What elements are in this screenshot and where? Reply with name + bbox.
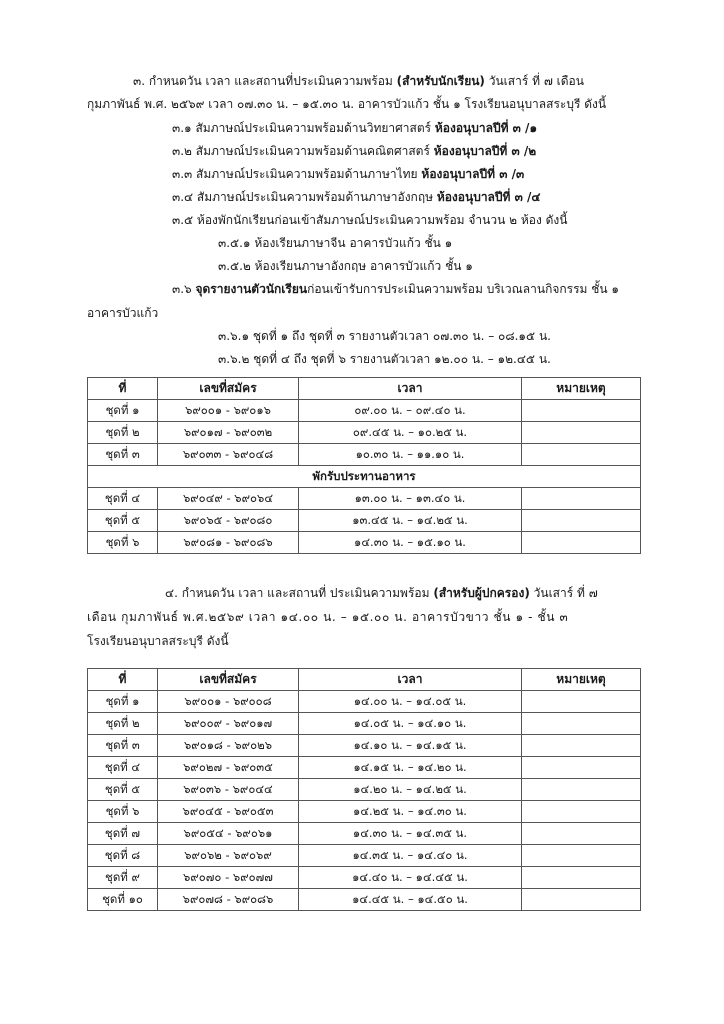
header-application-number: เลขที่สมัคร (158, 378, 299, 400)
header-remarks: หมายเหตุ (522, 378, 641, 400)
cell-set: ชุดที่ ๖ (88, 801, 158, 823)
cell-set: ชุดที่ ๒ (88, 713, 158, 735)
table-row (88, 845, 641, 867)
table-row (88, 691, 641, 713)
cell-time: ๐๙.๐๐ น. – ๐๙.๔๐ น. (299, 400, 522, 422)
cell-set: ชุดที่ ๔ (88, 757, 158, 779)
section4-intro-date: วันเสาร์ ที่ ๗ (529, 586, 598, 600)
cell-time: ๑๔.๔๕ น. – ๑๔.๕๐ น. (299, 889, 522, 911)
item-number: ๓.๖ (172, 282, 196, 296)
table-row (88, 488, 641, 510)
section4-intro-line2: เดือน กุมภาพันธ์ พ.ศ.๒๕๖๙ เวลา ๑๔.๐๐ น. – ๑๕.๐๐ น. อาคารบัวขาว ชั้น ๑ - ชั้น ๓ (87, 610, 569, 624)
section3-item-5-1: ๓.๕.๑ ห้องเรียนภาษาจีน อาคารบัวแก้ว ชั้น ๑ (218, 236, 453, 250)
cell-set: ชุดที่ ๗ (88, 823, 158, 845)
header-application-number: เลขที่สมัคร (158, 669, 299, 691)
cell-application-range: ๖๙๐๘๑ - ๖๙๐๘๖ (158, 532, 299, 554)
cell-remarks (522, 713, 641, 735)
cell-application-range: ๖๙๐๗๘ - ๖๙๐๘๖ (158, 889, 299, 911)
cell-application-range: ๖๙๐๕๔ - ๖๙๐๖๑ (158, 823, 299, 845)
cell-time: ๑๔.๓๐ น. – ๑๔.๓๕ น. (299, 823, 522, 845)
table-row (88, 867, 641, 889)
table-row (88, 801, 641, 823)
cell-time: ๐๙.๔๕ น. – ๑๐.๒๕ น. (299, 422, 522, 444)
cell-set: ชุดที่ ๙ (88, 867, 158, 889)
item-room: ห้องอนุบาลปีที่ ๓ /๓ (421, 167, 525, 181)
header-time: เวลา (299, 669, 522, 691)
cell-time: ๑๓.๐๐ น. – ๑๓.๔๐ น. (299, 488, 522, 510)
cell-set: ชุดที่ ๒ (88, 422, 158, 444)
item-emphasis: จุดรายงานตัวนักเรียน (195, 282, 308, 296)
table-row (88, 532, 641, 554)
lunch-break-label: พักรับประทานอาหาร (88, 466, 641, 488)
cell-time: ๑๔.๐๐ น. – ๑๔.๐๕ น. (299, 691, 522, 713)
cell-remarks (522, 801, 641, 823)
table-row (88, 444, 641, 466)
section4-intro-line3: โรงเรียนอนุบาลสระบุรี ดังนี้ (87, 634, 229, 648)
cell-remarks (522, 444, 641, 466)
lunch-break-row (88, 466, 641, 488)
cell-time: ๑๔.๓๕ น. – ๑๔.๔๐ น. (299, 845, 522, 867)
cell-remarks (522, 779, 641, 801)
cell-application-range: ๖๙๐๓๓ - ๖๙๐๔๘ (158, 444, 299, 466)
table-row (88, 779, 641, 801)
header-no: ที่ (88, 378, 158, 400)
table-row (88, 735, 641, 757)
cell-remarks (522, 400, 641, 422)
table-row (88, 823, 641, 845)
table-row (88, 889, 641, 911)
section3-intro-line2: กุมภาพันธ์ พ.ศ. ๒๕๖๙ เวลา ๐๗.๓๐ น. – ๑๕.๓๐ น. อาคารบัวแก้ว ชั้น ๑ โรงเรียนอนุบาลสระบุรี ดังนี้ (87, 97, 607, 111)
item-text: ก่อนเข้ารับการประเมินความพร้อม บริเวณลานกิจกรรม ชั้น ๑ (307, 282, 620, 296)
cell-set: ชุดที่ ๓ (88, 735, 158, 757)
item-room: ห้องอนุบาลปีที่ ๓ /๒ (433, 144, 537, 158)
section3-item-5-2: ๓.๕.๒ ห้องเรียนภาษาอังกฤษ อาคารบัวแก้ว ชั้น ๑ (218, 259, 473, 273)
section3-item-6-2: ๓.๖.๒ ชุดที่ ๔ ถึง ชุดที่ ๖ รายงานตัวเวลา ๑๒.๐๐ น. – ๑๒.๔๕ น. (218, 352, 551, 366)
cell-application-range: ๖๙๐๐๑ - ๖๙๐๑๖ (158, 400, 299, 422)
cell-application-range: ๖๙๐๔๕ - ๖๙๐๕๓ (158, 801, 299, 823)
section4-intro-text: ๔. กำหนดวัน เวลา และสถานที่ ประเมินความพร้อม (165, 586, 434, 600)
item-text: ๓.๑ สัมภาษณ์ประเมินความพร้อมด้านวิทยาศาสตร์ (172, 121, 435, 135)
section3-item-6 (172, 281, 619, 297)
header-time: เวลา (299, 378, 522, 400)
cell-set: ชุดที่ ๔ (88, 488, 158, 510)
section3-item-3 (172, 166, 524, 182)
cell-application-range: ๖๙๐๐๙ - ๖๙๐๑๗ (158, 713, 299, 735)
table-row (88, 510, 641, 532)
cell-application-range: ๖๙๐๑๗ - ๖๙๐๓๒ (158, 422, 299, 444)
section3-item-2 (172, 143, 536, 159)
cell-application-range: ๖๙๐๓๖ - ๖๙๐๔๔ (158, 779, 299, 801)
section3-item-1 (172, 120, 537, 136)
cell-set: ชุดที่ ๕ (88, 779, 158, 801)
section3-item-5: ๓.๕ ห้องพักนักเรียนก่อนเข้าสัมภาษณ์ประเมินความพร้อม จำนวน ๒ ห้อง ดังนี้ (172, 213, 568, 227)
cell-set: ชุดที่ ๓ (88, 444, 158, 466)
item-text: ๓.๒ สัมภาษณ์ประเมินความพร้อมด้านคณิตศาสตร์ (172, 144, 434, 158)
cell-time: ๑๔.๒๐ น. – ๑๔.๒๕ น. (299, 779, 522, 801)
parent-schedule-table (87, 668, 641, 911)
cell-remarks (522, 823, 641, 845)
cell-set: ชุดที่ ๑๐ (88, 889, 158, 911)
item-text: ๓.๓ สัมภาษณ์ประเมินความพร้อมด้านภาษาไทย (172, 167, 422, 181)
item-room: ห้องอนุบาลปีที่ ๓ /๑ (434, 121, 538, 135)
cell-time: ๑๔.๓๐ น. – ๑๕.๑๐ น. (299, 532, 522, 554)
section3-intro-date: วันเสาร์ ที่ ๗ เดือน (484, 74, 584, 88)
table-header-row (88, 669, 641, 691)
cell-application-range: ๖๙๐๑๘ - ๖๙๐๒๖ (158, 735, 299, 757)
cell-set: ชุดที่ ๕ (88, 510, 158, 532)
section3-item-4 (172, 189, 540, 205)
section3-intro-text: ๓. กำหนดวัน เวลา และสถานที่ประเมินความพร้อม (133, 74, 397, 88)
item-text: ๓.๔ สัมภาษณ์ประเมินความพร้อมด้านภาษาอังกฤษ (172, 190, 437, 204)
cell-time: ๑๓.๔๕ น. – ๑๔.๒๕ น. (299, 510, 522, 532)
cell-remarks (522, 422, 641, 444)
cell-remarks (522, 532, 641, 554)
cell-application-range: ๖๙๐๖๒ - ๖๙๐๖๙ (158, 845, 299, 867)
cell-application-range: ๖๙๐๔๙ - ๖๙๐๖๔ (158, 488, 299, 510)
section3-item-6-line2: อาคารบัวแก้ว (87, 306, 159, 320)
cell-application-range: ๖๙๐๒๗ - ๖๙๐๓๕ (158, 757, 299, 779)
section4-intro-emphasis: (สำหรับผู้ปกครอง) (433, 586, 530, 600)
table-row (88, 400, 641, 422)
cell-application-range: ๖๙๐๖๕ - ๖๙๐๘๐ (158, 510, 299, 532)
cell-remarks (522, 867, 641, 889)
table-row (88, 422, 641, 444)
cell-remarks (522, 510, 641, 532)
section3-item-6-1: ๓.๖.๑ ชุดที่ ๑ ถึง ชุดที่ ๓ รายงานตัวเวลา ๐๗.๓๐ น. – ๐๘.๑๕ น. (218, 329, 551, 343)
cell-application-range: ๖๙๐๐๑ - ๖๙๐๐๘ (158, 691, 299, 713)
cell-time: ๑๔.๑๕ น. – ๑๔.๒๐ น. (299, 757, 522, 779)
header-no: ที่ (88, 669, 158, 691)
cell-set: ชุดที่ ๑ (88, 691, 158, 713)
section4-intro (165, 585, 598, 601)
cell-time: ๑๐.๓๐ น. – ๑๑.๑๐ น. (299, 444, 522, 466)
cell-remarks (522, 757, 641, 779)
cell-set: ชุดที่ ๖ (88, 532, 158, 554)
cell-remarks (522, 889, 641, 911)
section3-intro-emphasis: (สำหรับนักเรียน) (396, 74, 485, 88)
section3-intro (133, 73, 584, 89)
cell-application-range: ๖๙๐๗๐ - ๖๙๐๗๗ (158, 867, 299, 889)
student-schedule-table (87, 377, 641, 554)
cell-time: ๑๔.๐๕ น. – ๑๔.๑๐ น. (299, 713, 522, 735)
cell-remarks (522, 488, 641, 510)
cell-set: ชุดที่ ๑ (88, 400, 158, 422)
cell-set: ชุดที่ ๘ (88, 845, 158, 867)
cell-remarks (522, 845, 641, 867)
cell-remarks (522, 691, 641, 713)
table-row (88, 713, 641, 735)
table-row (88, 757, 641, 779)
cell-time: ๑๔.๑๐ น. – ๑๔.๑๕ น. (299, 735, 522, 757)
cell-time: ๑๔.๔๐ น. – ๑๔.๔๕ น. (299, 867, 522, 889)
cell-time: ๑๔.๒๕ น. – ๑๔.๓๐ น. (299, 801, 522, 823)
header-remarks: หมายเหตุ (522, 669, 641, 691)
item-room: ห้องอนุบาลปีที่ ๓ /๔ (436, 190, 541, 204)
table-header-row (88, 378, 641, 400)
cell-remarks (522, 735, 641, 757)
